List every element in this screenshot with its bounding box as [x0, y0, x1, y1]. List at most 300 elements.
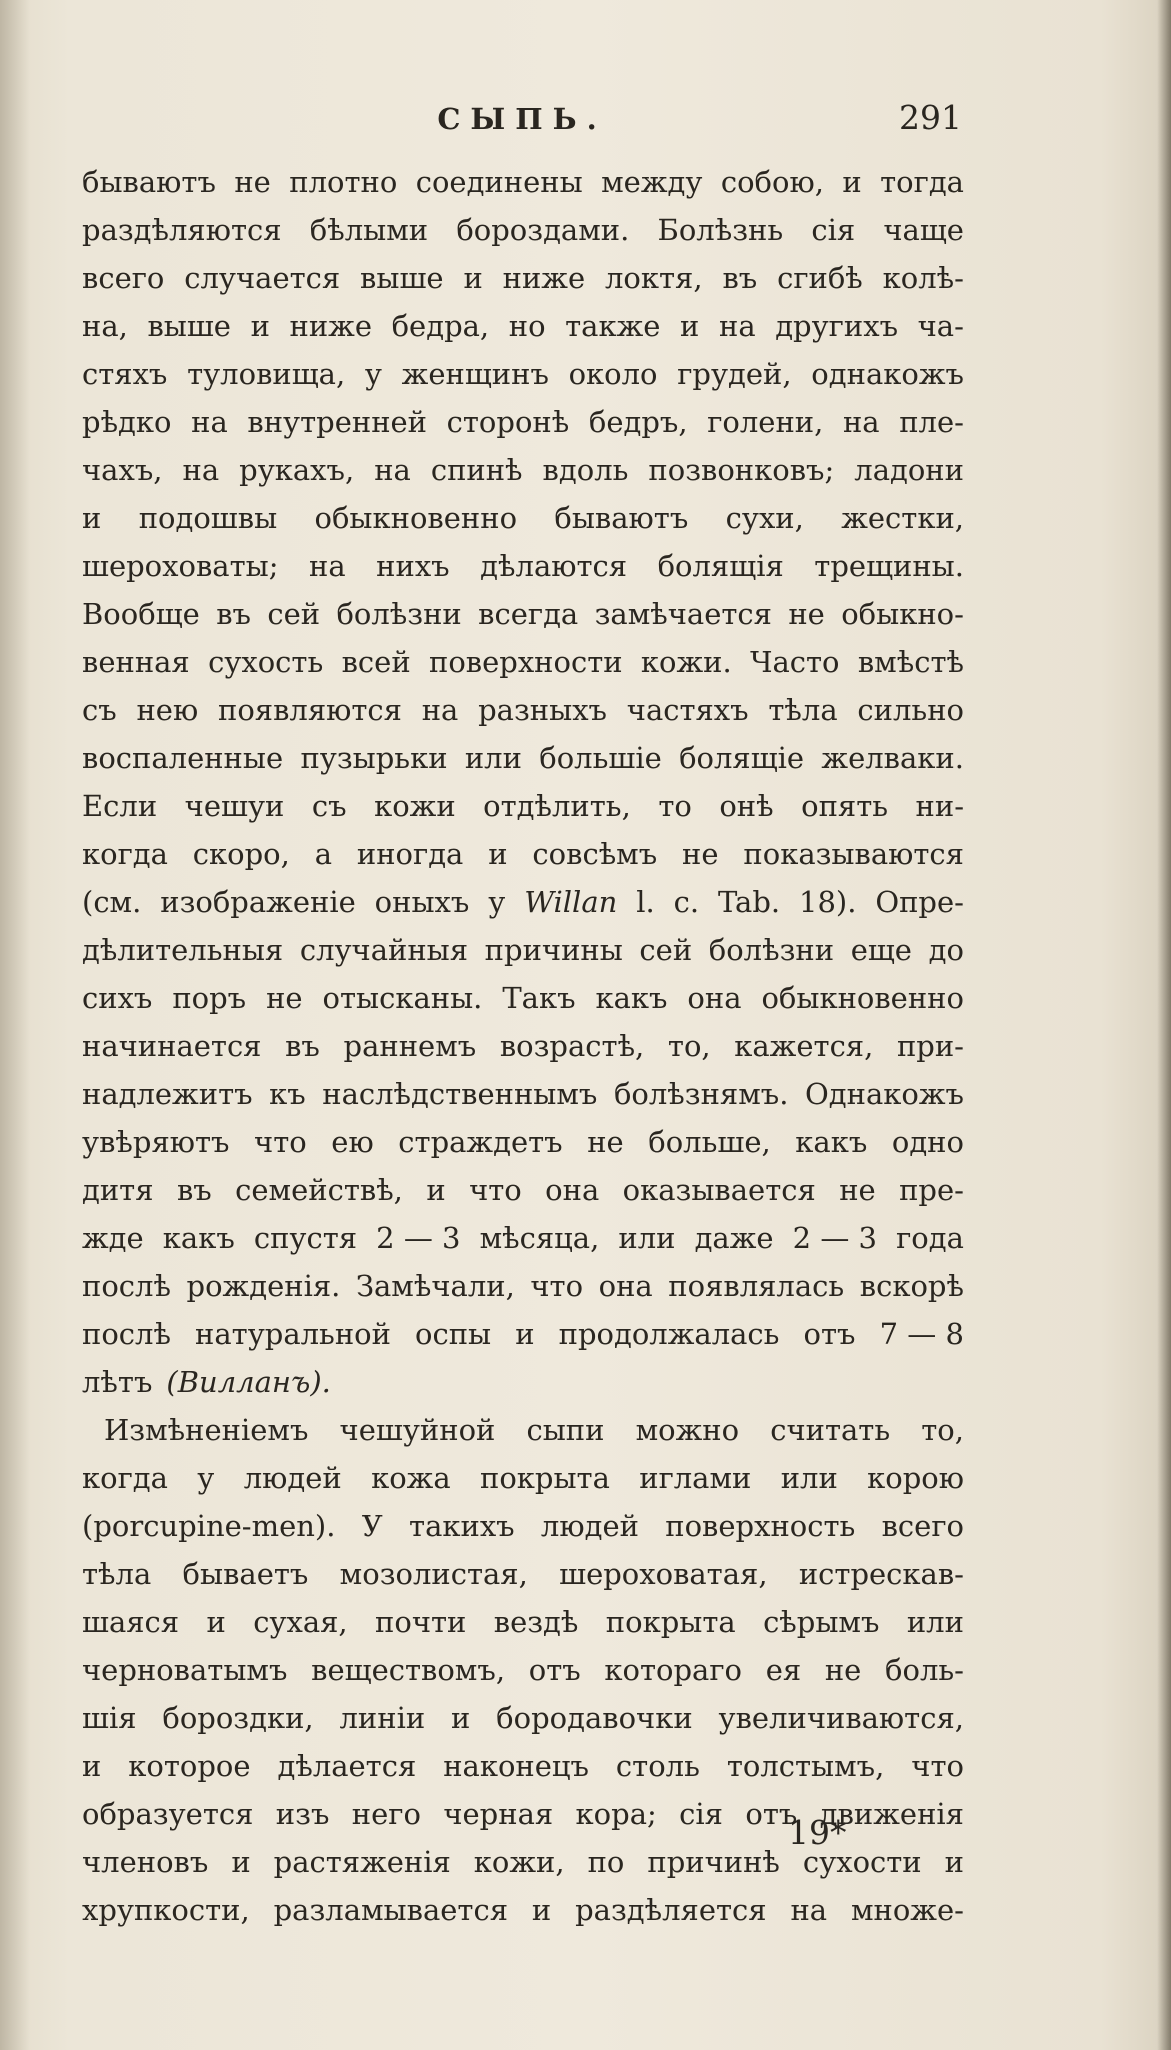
- word: и: [82, 1749, 102, 1783]
- word: поверхность: [665, 1509, 856, 1543]
- word: сѣрымъ: [763, 1605, 880, 1639]
- word: нею: [136, 693, 199, 727]
- word: разламывается: [273, 1893, 508, 1927]
- word: отъ: [803, 1317, 856, 1351]
- word: рукахъ,: [239, 453, 355, 487]
- word: такихъ: [409, 1509, 515, 1543]
- word: ладони: [854, 453, 964, 487]
- word: и: [426, 1173, 446, 1207]
- word: толстымъ,: [726, 1749, 885, 1783]
- word: отысканы.: [322, 981, 483, 1015]
- word: какъ: [795, 1125, 868, 1159]
- word: замѣчается: [594, 597, 772, 631]
- word: венная: [82, 645, 190, 679]
- word: нихъ: [376, 549, 450, 583]
- word: всегда: [478, 597, 579, 631]
- word: что: [254, 1125, 307, 1159]
- word: на: [191, 405, 228, 439]
- text-line: [82, 830, 964, 878]
- word: причинѣ: [647, 1845, 780, 1879]
- word: внутренней: [247, 405, 428, 439]
- word: шія: [82, 1701, 137, 1735]
- word: обыкновенно: [314, 501, 518, 535]
- word: Однакожъ: [804, 1077, 964, 1111]
- text-line: [82, 1742, 964, 1790]
- word: и: [231, 1845, 251, 1879]
- word: 2 — 3: [792, 1221, 877, 1255]
- text-line: [82, 302, 964, 350]
- word: столь: [615, 1749, 700, 1783]
- word: и: [463, 261, 483, 295]
- word: l.: [636, 885, 655, 919]
- word: растяженія: [273, 1845, 451, 1879]
- text-line: [82, 398, 964, 446]
- text-line: [82, 1262, 964, 1310]
- word: котораго: [604, 1653, 742, 1687]
- word: болящія: [657, 549, 784, 583]
- text-line: [82, 1646, 964, 1694]
- text-line: [82, 1886, 964, 1934]
- text-line: [82, 1598, 964, 1646]
- word: бываетъ: [182, 1557, 309, 1591]
- word: у: [197, 1461, 215, 1495]
- text-line: [82, 1406, 964, 1454]
- word: желваки.: [821, 741, 964, 775]
- text-line: [82, 1310, 964, 1358]
- text-line: [82, 1022, 964, 1070]
- word: въ: [722, 261, 758, 295]
- text-line: [82, 926, 964, 974]
- text-line: [82, 158, 964, 206]
- word: черноватымъ: [82, 1653, 288, 1687]
- text-line: [82, 350, 964, 398]
- word: жестки,: [841, 501, 964, 535]
- word: то: [658, 789, 692, 823]
- text-line: [82, 1358, 964, 1406]
- word: или: [464, 741, 522, 775]
- word: чахъ,: [82, 453, 163, 487]
- word: покрыта: [605, 1605, 736, 1639]
- word: совсѣмъ: [532, 837, 658, 871]
- word: что: [469, 1173, 522, 1207]
- word: на: [790, 1893, 828, 1927]
- word: на: [182, 453, 220, 487]
- text-line: [82, 1214, 964, 1262]
- word: при-: [896, 1029, 964, 1063]
- word: корою: [867, 1461, 964, 1495]
- word: когда: [82, 1461, 168, 1495]
- word: сухость: [208, 645, 324, 679]
- text-line: [82, 1118, 964, 1166]
- word: вскорѣ: [859, 1269, 964, 1303]
- word: или: [906, 1605, 964, 1639]
- word: Tab.: [717, 885, 781, 919]
- word: сія: [811, 213, 856, 247]
- word: Измѣненіемъ: [104, 1413, 309, 1447]
- word: бородавочки: [496, 1701, 693, 1735]
- word: около: [568, 357, 658, 391]
- word: Опре-: [875, 885, 964, 919]
- word: болѣзнямъ.: [613, 1077, 789, 1111]
- word: изъ: [275, 1797, 330, 1831]
- word: чаще: [883, 213, 964, 247]
- word: дитя: [82, 1173, 154, 1207]
- word: чешуи: [184, 789, 285, 823]
- word: или: [618, 1221, 676, 1255]
- word: сторонѣ: [446, 405, 570, 439]
- word: жде: [82, 1221, 144, 1255]
- word: бедръ,: [588, 405, 688, 439]
- word: вездѣ: [493, 1605, 579, 1639]
- word: раздѣляется: [575, 1893, 767, 1927]
- word: боль-: [885, 1653, 964, 1687]
- word: въ: [216, 597, 251, 631]
- word: бываютъ: [554, 501, 689, 535]
- word: покрыта: [479, 1461, 610, 1495]
- word: дѣлительныя: [82, 933, 284, 967]
- word: женщинъ: [401, 357, 549, 391]
- word: она: [598, 1269, 653, 1303]
- word: семействѣ,: [235, 1173, 403, 1207]
- word: движенія: [819, 1797, 964, 1831]
- word: на: [309, 549, 346, 583]
- word: Болѣзнь: [657, 213, 784, 247]
- word: ни-: [915, 789, 964, 823]
- word: всего: [881, 1509, 964, 1543]
- word: больше,: [648, 1125, 771, 1159]
- word: него: [351, 1797, 421, 1831]
- word: увѣряютъ: [82, 1125, 230, 1159]
- word: стяхъ: [82, 357, 168, 391]
- word: на: [842, 405, 880, 439]
- word: оказывается: [622, 1173, 816, 1207]
- word: и: [531, 1893, 552, 1927]
- word: отъ: [745, 1797, 798, 1831]
- text-line: [82, 1454, 964, 1502]
- word: по: [587, 1845, 625, 1879]
- word: что: [530, 1269, 584, 1303]
- word: на: [421, 693, 459, 727]
- word: тѣла: [82, 1557, 152, 1591]
- word: можно: [635, 1413, 740, 1447]
- word: отдѣлить,: [483, 789, 631, 823]
- word: большіе: [539, 741, 662, 775]
- word: голени,: [707, 405, 824, 439]
- word: У: [361, 1509, 383, 1543]
- word: частяхъ: [626, 693, 749, 727]
- word: однакожъ: [811, 357, 964, 391]
- word: веществомъ,: [311, 1653, 506, 1687]
- text-line: [82, 878, 964, 926]
- word: поверхности: [428, 645, 623, 679]
- word: начинается: [82, 1029, 262, 1063]
- word: трещины.: [814, 549, 964, 583]
- word: ея: [765, 1653, 802, 1687]
- word: и: [842, 165, 862, 199]
- word: собою,: [720, 165, 824, 199]
- word: считать: [770, 1413, 891, 1447]
- word: 2 — 3: [376, 1221, 461, 1255]
- word: Вообще: [82, 597, 200, 631]
- word: сей: [267, 597, 321, 631]
- word: оныхъ: [374, 885, 470, 919]
- text-line: [82, 974, 964, 1022]
- word: натуральной: [195, 1317, 391, 1351]
- word: появлялась: [668, 1269, 845, 1303]
- word: страждетъ: [398, 1125, 563, 1159]
- word: не: [839, 1173, 876, 1207]
- word: пре-: [899, 1173, 964, 1207]
- text-line: [82, 638, 964, 686]
- word: соединены: [415, 165, 583, 199]
- text-line: [82, 734, 964, 782]
- word: болѣзни: [708, 933, 835, 967]
- word: тѣла: [768, 693, 838, 727]
- body-text: [82, 158, 964, 1934]
- word: туловища,: [187, 357, 346, 391]
- word: или: [780, 1461, 838, 1495]
- word: ча-: [917, 309, 964, 343]
- word: года: [896, 1221, 964, 1255]
- word: сихъ: [82, 981, 153, 1015]
- word: грудей,: [677, 357, 792, 391]
- text-line: [82, 686, 964, 734]
- word: показываются: [743, 837, 964, 871]
- word: до: [928, 933, 964, 967]
- word: сей: [639, 933, 693, 967]
- word: кажется,: [734, 1029, 874, 1063]
- word: какъ: [595, 981, 668, 1015]
- word: случайныя: [299, 933, 469, 967]
- word: онѣ: [719, 789, 774, 823]
- word: множе-: [850, 1893, 964, 1927]
- word: шаяся: [82, 1605, 180, 1639]
- word: обыкно-: [841, 597, 964, 631]
- word: скоро,: [192, 837, 290, 871]
- word: людей: [243, 1461, 342, 1495]
- word: случается: [184, 261, 341, 295]
- gutter-shadow: [0, 0, 30, 2050]
- word: вмѣстѣ: [857, 645, 964, 679]
- word: и: [82, 501, 102, 535]
- word: Willan: [524, 885, 618, 919]
- word: сухи,: [725, 501, 804, 535]
- word: шероховатая,: [559, 1557, 768, 1591]
- word: бороздки,: [162, 1701, 314, 1735]
- word: сыпи: [526, 1413, 605, 1447]
- word: сія: [679, 1797, 723, 1831]
- word: сильно: [857, 693, 964, 727]
- word: истрескав-: [798, 1557, 964, 1591]
- word: наконецъ: [443, 1749, 589, 1783]
- word: она: [687, 981, 742, 1015]
- word: еще: [850, 933, 912, 967]
- word: иглами: [639, 1461, 752, 1495]
- word: увеличиваются,: [718, 1701, 964, 1735]
- word: спустя: [253, 1221, 358, 1255]
- word: у: [364, 357, 382, 391]
- word: образуется: [82, 1797, 254, 1831]
- word: съ: [311, 789, 347, 823]
- word: бороздами.: [456, 213, 630, 247]
- word: колѣ-: [882, 261, 964, 295]
- word: дѣлаются: [480, 549, 628, 583]
- word: раздѣляются: [82, 213, 282, 247]
- text-line: [82, 1694, 964, 1742]
- text-line: [82, 782, 964, 830]
- word: (см.: [82, 885, 142, 919]
- word: (porcupine-men).: [82, 1509, 336, 1543]
- word: кора;: [575, 1797, 657, 1831]
- word: почти: [375, 1605, 467, 1639]
- word: подошвы: [138, 501, 278, 535]
- word: но: [508, 309, 546, 343]
- word: когда: [82, 837, 168, 871]
- word: всего: [82, 261, 165, 295]
- word: раннемъ: [343, 1029, 477, 1063]
- word: бѣлыми: [309, 213, 429, 247]
- word: одно: [891, 1125, 964, 1159]
- word: c.: [673, 885, 700, 919]
- word: иногда: [356, 837, 464, 871]
- word: причины: [484, 933, 623, 967]
- text-line: [82, 1550, 964, 1598]
- word: на: [374, 453, 411, 487]
- word: пле-: [899, 405, 964, 439]
- word: наслѣдственнымъ: [322, 1077, 598, 1111]
- word: не: [234, 165, 271, 199]
- word: а: [314, 837, 333, 871]
- word: послѣ: [82, 1269, 171, 1303]
- word: сухая,: [253, 1605, 348, 1639]
- word: то,: [921, 1413, 964, 1447]
- page-number: 291: [899, 98, 962, 137]
- word: къ: [269, 1077, 306, 1111]
- word: тогда: [880, 165, 964, 199]
- word: возрастѣ,: [499, 1029, 645, 1063]
- word: изображеніе: [160, 885, 356, 919]
- word: и: [206, 1605, 226, 1639]
- word: вдоль: [542, 453, 629, 487]
- word: и: [944, 1845, 964, 1879]
- word: опять: [801, 789, 889, 823]
- word: не: [266, 981, 303, 1015]
- word: разныхъ: [478, 693, 607, 727]
- word: отъ: [528, 1653, 581, 1687]
- word: выше: [147, 309, 231, 343]
- word: кожи: [374, 789, 456, 823]
- word: также: [565, 309, 661, 343]
- word: мѣсяца,: [479, 1221, 600, 1255]
- text-line: [82, 1502, 964, 1550]
- word: не: [587, 1125, 624, 1159]
- word: даже: [694, 1221, 774, 1255]
- word: поръ: [172, 981, 247, 1015]
- word: хрупкости,: [82, 1893, 250, 1927]
- word: оспы: [415, 1317, 492, 1351]
- word: рожденія.: [186, 1269, 341, 1303]
- word: другихъ: [775, 309, 899, 343]
- word: сгибѣ: [777, 261, 863, 295]
- word: между: [601, 165, 703, 199]
- word: пузырьки: [300, 741, 448, 775]
- word: членовъ: [82, 1845, 209, 1879]
- word: въ: [176, 1173, 212, 1207]
- running-head: СЫПЬ.: [437, 102, 607, 136]
- word: всей: [341, 645, 411, 679]
- text-line: [82, 1070, 964, 1118]
- word: у: [488, 885, 506, 919]
- word: воспаленные: [82, 741, 284, 775]
- word: съ: [82, 693, 117, 727]
- word: появляются: [217, 693, 402, 727]
- word: плотно: [289, 165, 398, 199]
- word: людей: [540, 1509, 639, 1543]
- text-line: [82, 206, 964, 254]
- word: рѣдко: [82, 405, 172, 439]
- word: на: [718, 309, 756, 343]
- word: на,: [82, 309, 128, 343]
- word: въ: [285, 1029, 320, 1063]
- word: не: [824, 1653, 862, 1687]
- word: лѣтъ: [82, 1365, 153, 1399]
- word: обыкновенно: [761, 981, 964, 1015]
- word: и: [488, 837, 508, 871]
- word: спинѣ: [430, 453, 523, 487]
- word: Замѣчали,: [355, 1269, 515, 1303]
- word: локтя,: [605, 261, 703, 295]
- word: бываютъ: [82, 165, 216, 199]
- word: послѣ: [82, 1317, 171, 1351]
- word: позвонковъ;: [648, 453, 835, 487]
- word: Часто: [750, 645, 840, 679]
- word: черная: [443, 1797, 554, 1831]
- word: и: [515, 1317, 535, 1351]
- text-line: [82, 446, 964, 494]
- signature-mark: 19*: [788, 1813, 847, 1852]
- word: кожи,: [473, 1845, 565, 1879]
- word: кожи.: [640, 645, 732, 679]
- word: болящіе: [679, 741, 805, 775]
- word: она: [545, 1173, 600, 1207]
- word: что: [911, 1749, 964, 1783]
- word: сухости: [802, 1845, 922, 1879]
- page-edge: [1157, 0, 1171, 2050]
- text-line: [82, 494, 964, 542]
- word: Такъ: [502, 981, 576, 1015]
- page-header: [82, 98, 962, 148]
- word: 18).: [799, 885, 857, 919]
- word: дѣлается: [277, 1749, 417, 1783]
- word: и: [680, 309, 700, 343]
- word: бедра,: [391, 309, 490, 343]
- word: (Вилланъ).: [166, 1365, 331, 1399]
- word: продолжалась: [558, 1317, 780, 1351]
- text-line: [82, 254, 964, 302]
- word: Если: [82, 789, 158, 823]
- word: ниже: [289, 309, 372, 343]
- word: 7 — 8: [879, 1317, 964, 1351]
- word: какъ: [162, 1221, 235, 1255]
- word: шероховаты;: [82, 549, 279, 583]
- word: болѣзни: [336, 597, 462, 631]
- word: надлежитъ: [82, 1077, 253, 1111]
- word: мозолистая,: [339, 1557, 528, 1591]
- word: не: [682, 837, 719, 871]
- word: ею: [331, 1125, 374, 1159]
- text-line: [82, 590, 964, 638]
- word: линіи: [339, 1701, 426, 1735]
